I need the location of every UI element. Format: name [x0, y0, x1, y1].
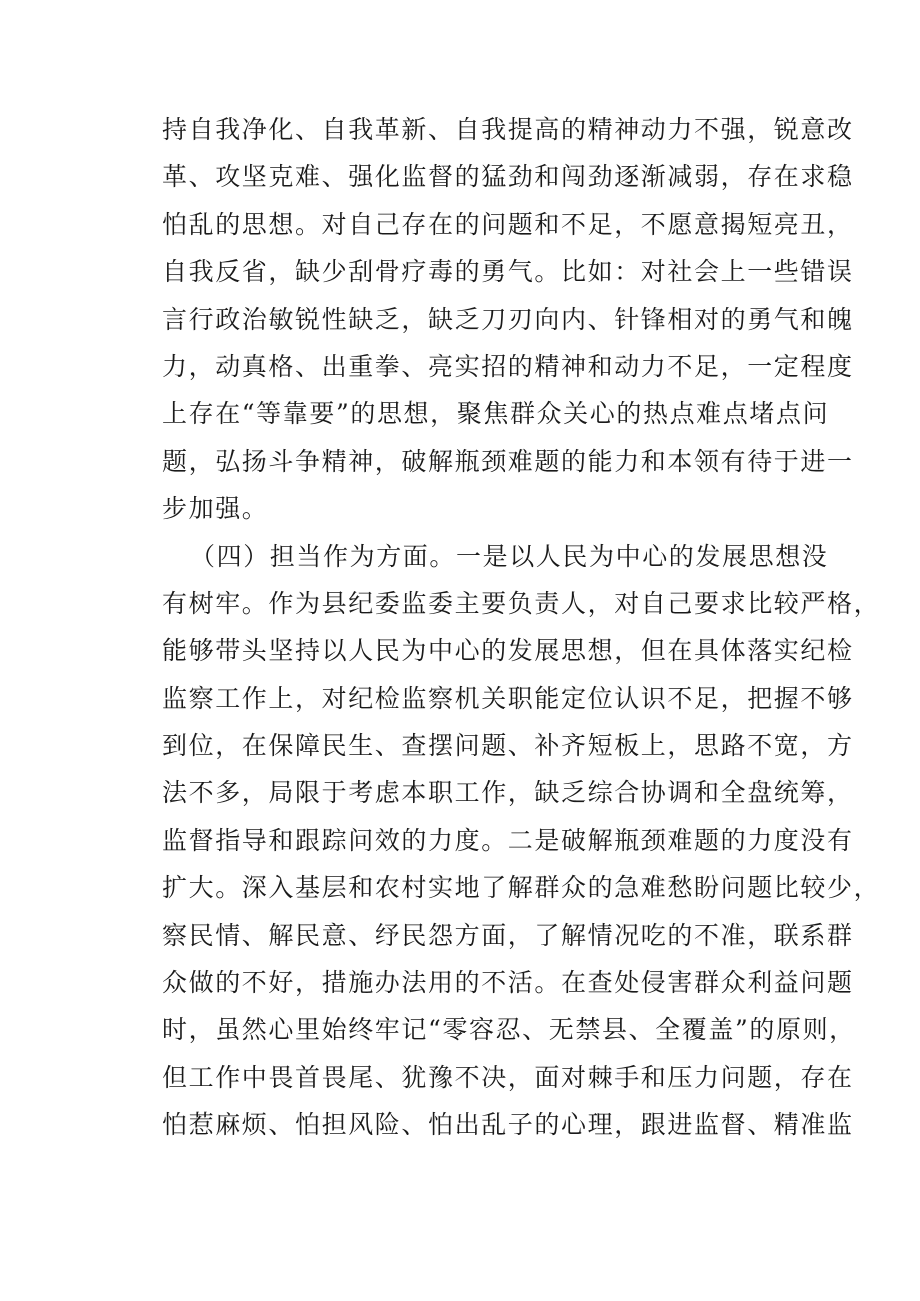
text-line: 言行政治敏锐性缺乏，缺乏刀刃向内、针锋相对的勇气和魄 — [162, 304, 854, 334]
text-line: 有树牢。作为县纪委监委主要负责人，对自己要求比较严格， — [162, 588, 881, 618]
text-line: 时，虽然心里始终牢记“零容忍、无禁县、全覆盖”的原则， — [162, 1015, 856, 1045]
text-line: 法不多，局限于考虑本职工作，缺乏综合协调和全盘统筹， — [162, 778, 854, 808]
text-line: 监察工作上，对纪检监察机关职能定位认识不足，把握不够 — [162, 683, 854, 713]
text-line: 题，弘扬斗争精神，破解瓶颈难题的能力和本领有待于进一 — [162, 446, 854, 476]
text-line: 怕惹麻烦、怕担风险、怕出乱子的心理，跟进监督、精准监 — [162, 1110, 854, 1140]
text-line: 自我反省，缺少刮骨疗毒的勇气。比如：对社会上一些错误 — [162, 257, 854, 287]
text-line: 持自我净化、自我革新、自我提高的精神动力不强，锐意改 — [162, 115, 854, 144]
paragraph-start-line: （四）担当作为方面。一是以人民为中心的发展思想没 — [190, 541, 829, 571]
text-line: 力，动真格、出重拳、亮实招的精神和动力不足，一定程度 — [162, 351, 854, 381]
text-line: 步加强。 — [162, 494, 269, 524]
text-line: 监督指导和跟踪问效的力度。二是破解瓶颈难题的力度没有 — [162, 825, 854, 855]
text-line: 察民情、解民意、纾民怨方面，了解情况吃的不准，联系群 — [162, 920, 854, 950]
text-line: 众做的不好，措施办法用的不活。在查处侵害群众利益问题 — [162, 968, 854, 998]
text-line: 到位，在保障民生、查摆问题、补齐短板上，思路不宽，方 — [162, 731, 854, 761]
text-line: 但工作中畏首畏尾、犹豫不决，面对棘手和压力问题，存在 — [162, 1062, 854, 1092]
text-line: 上存在“等靠要”的思想，聚焦群众关心的热点难点堵点问 — [162, 399, 830, 429]
text-line: 能够带头坚持以人民为中心的发展思想，但在具体落实纪检 — [162, 636, 854, 666]
text-line: 革、攻坚克难、强化监督的猛劲和闯劲逐渐减弱，存在求稳 — [162, 162, 854, 192]
text-line: 怕乱的思想。对自己存在的问题和不足，不愿意揭短亮丑， — [162, 209, 854, 239]
text-line: 扩大。深入基层和农村实地了解群众的急难愁盼问题比较少， — [162, 873, 881, 903]
body-text — [162, 106, 881, 1149]
